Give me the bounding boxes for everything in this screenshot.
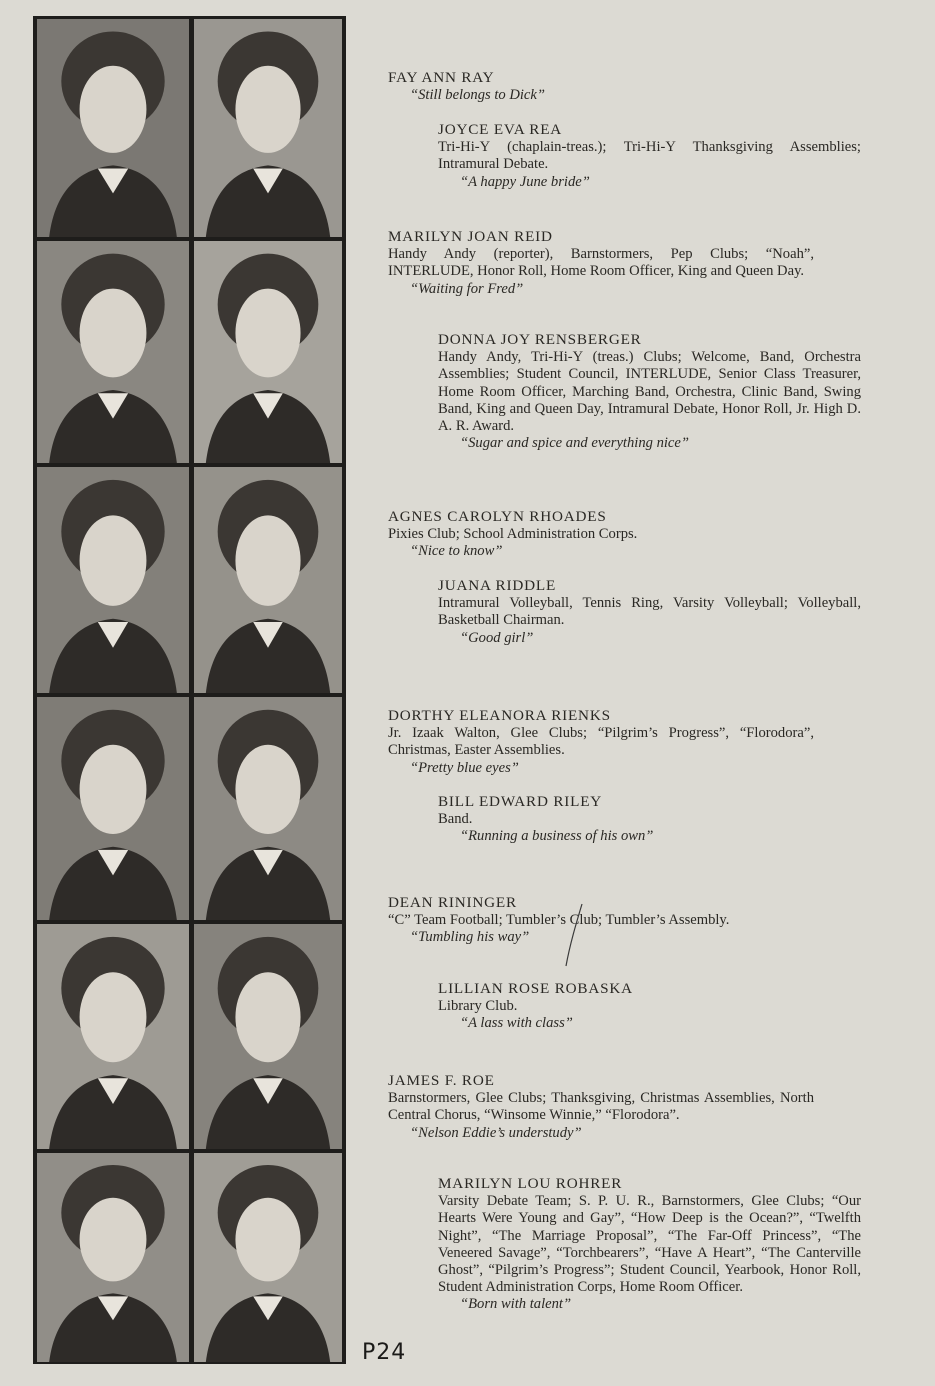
- student-name: JOYCE EVA REA: [438, 121, 563, 138]
- student-name: DONNA JOY RENSBERGER: [438, 331, 642, 348]
- entry-agnes-carolyn-rhoades: [388, 508, 814, 561]
- entry-joyce-eva-rea: [438, 121, 861, 191]
- student-activities: Pixies Club; School Administration Corps.: [388, 526, 638, 543]
- student-activities: Varsity Debate Team; S. P. U. R., Barnstormers, Glee Clubs; “Our Hearts Were Young and Gay”, “How Deep is the Ocean?”, “Twelfth Night”, “The Marriage Proposal”, “The Far-Off Princess”, “The Veneered Savage”, “Torchbearers”, “Have A Heart”, “The Canterville Ghost”, “Pilgrim’s Progress”; Student Council, Yearbook, Honor Roll, Student Administration Corps, Home Room Officer.: [438, 1193, 861, 1296]
- student-motto: “Born with talent”: [460, 1296, 572, 1313]
- student-motto: “Sugar and spice and everything nice”: [460, 435, 690, 452]
- student-activities: Intramural Volleyball, Tennis Ring, Varsity Volleyball; Volleyball, Basketball Chairman.: [438, 595, 861, 629]
- student-activities: Handy Andy, Tri-Hi-Y (treas.) Clubs; Welcome, Band, Orchestra Assemblies; Student Council, INTERLUDE, Senior Class Treasurer, Home Room Officer, Marching Band, Orchestra, Clinic Band, Swing Band, King and Queen Day, Intramural Debate, Honor Roll, Jr. High D. A. R. Award.: [438, 349, 861, 435]
- student-name: LILLIAN ROSE ROBASKA: [438, 980, 633, 997]
- student-motto: “Tumbling his way”: [410, 929, 530, 946]
- student-motto: “Waiting for Fred”: [410, 280, 524, 297]
- student-activities: Band.: [438, 811, 473, 828]
- student-motto: “Nelson Eddie’s understudy”: [410, 1124, 582, 1141]
- entry-donna-joy-rensberger: [438, 331, 861, 452]
- student-activities: Library Club.: [438, 998, 518, 1015]
- student-motto: “Pretty blue eyes”: [410, 759, 519, 776]
- entry-bill-edward-riley: [438, 793, 861, 846]
- student-activities: Jr. Izaak Walton, Glee Clubs; “Pilgrim’s Progress”, “Florodora”, Christmas, Easter Assemblies.: [388, 725, 814, 759]
- student-name: MARILYN LOU ROHRER: [438, 1175, 623, 1192]
- student-name: AGNES CAROLYN RHOADES: [388, 508, 607, 525]
- student-motto: “A lass with class”: [460, 1015, 573, 1032]
- page-number: P24: [362, 1340, 407, 1365]
- student-motto: “Running a business of his own”: [460, 828, 654, 845]
- entry-juana-riddle: [438, 577, 861, 647]
- student-motto: “Nice to know”: [410, 543, 503, 560]
- student-name: MARILYN JOAN REID: [388, 228, 553, 245]
- student-activities: Barnstormers, Glee Clubs; Thanksgiving, Christmas Assemblies, North Central Chorus, “Winsome Winnie,” “Florodora”.: [388, 1090, 814, 1124]
- student-name: JAMES F. ROE: [388, 1072, 495, 1089]
- entry-fay-ann-ray: [388, 69, 814, 104]
- student-activities: Handy Andy (reporter), Barnstormers, Pep Clubs; “Noah”, INTERLUDE, Honor Roll, Home Room Officer, King and Queen Day.: [388, 246, 814, 280]
- student-motto: “Good girl”: [460, 629, 534, 646]
- entry-lillian-rose-robaska: [438, 980, 861, 1033]
- student-name: JUANA RIDDLE: [438, 577, 557, 594]
- student-motto: “A happy June bride”: [460, 173, 590, 190]
- student-name: DORTHY ELEANORA RIENKS: [388, 707, 611, 724]
- entry-dean-rininger: [388, 894, 814, 947]
- student-name: BILL EDWARD RILEY: [438, 793, 603, 810]
- pen-mark: [560, 902, 588, 968]
- student-activities: Tri-Hi-Y (chaplain-treas.); Tri-Hi-Y Thanksgiving Assemblies; Intramural Debate.: [438, 139, 861, 173]
- entry-marilyn-lou-rohrer: [438, 1175, 861, 1314]
- student-name: FAY ANN RAY: [388, 69, 495, 86]
- entry-dorthy-eleanora-rienks: [388, 707, 814, 777]
- student-name: DEAN RININGER: [388, 894, 517, 911]
- student-motto: “Still belongs to Dick”: [410, 87, 545, 104]
- student-activities: “C” Team Football; Tumbler’s Club; Tumbler’s Assembly.: [388, 912, 730, 929]
- entry-marilyn-joan-reid: [388, 228, 814, 298]
- entry-james-f-roe: [388, 1072, 814, 1142]
